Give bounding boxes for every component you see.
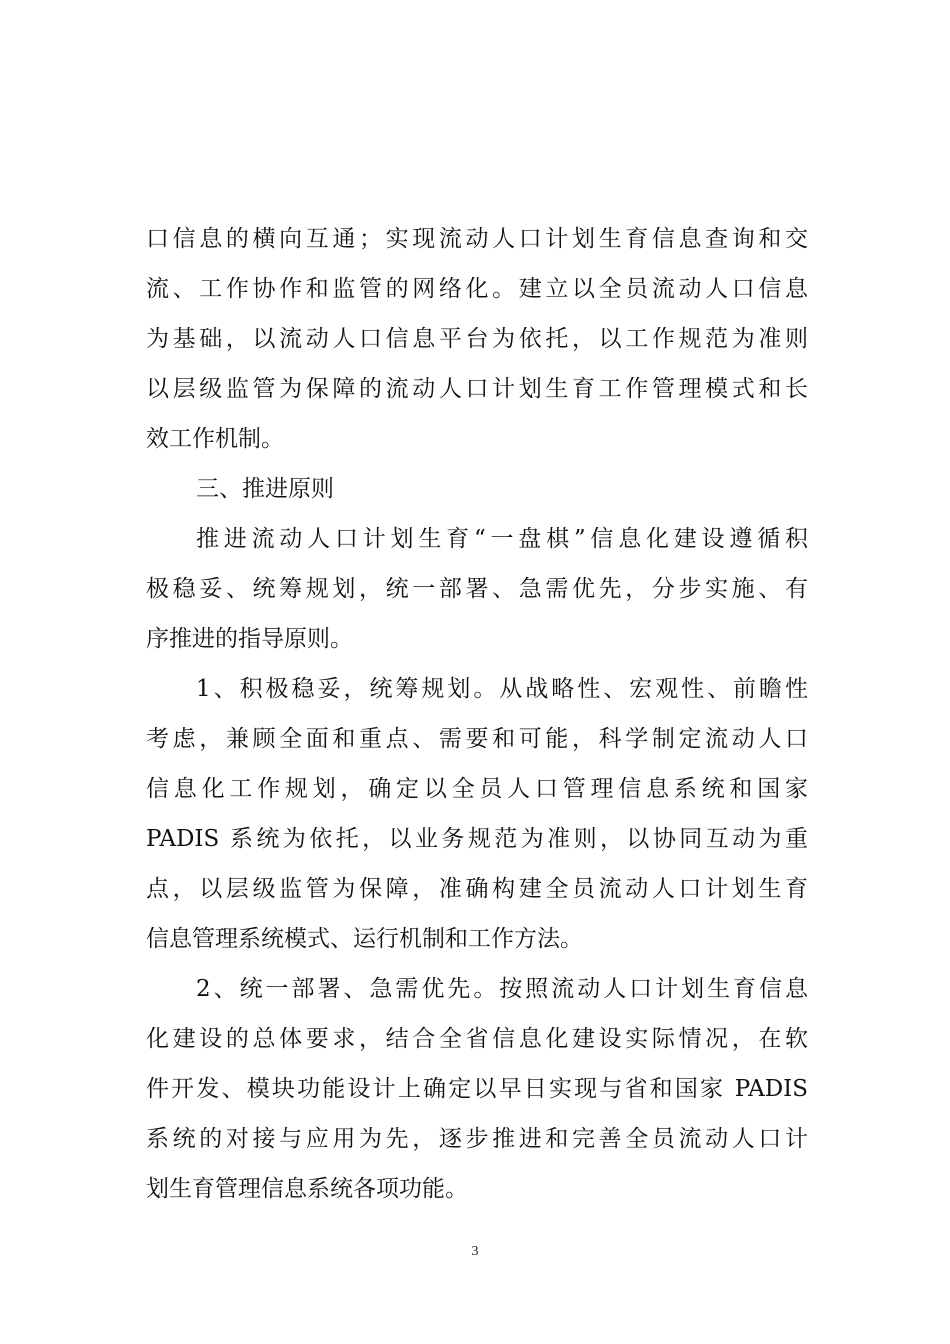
paragraph-intro — [146, 514, 808, 664]
text-line: 推进流动人口计划生育“一盘棋”信息化建设遵循积 — [196, 526, 808, 552]
text-line: 划生育管理信息系统各项功能。 — [146, 1176, 468, 1202]
text-line: 1、积极稳妥，统筹规划。从战略性、宏观性、前瞻性 — [196, 676, 808, 702]
page-number: 3 — [471, 1244, 479, 1259]
paragraph-principle-1 — [146, 664, 808, 964]
section-heading: 三、推进原则 — [196, 476, 334, 502]
text-line: PADIS 系统为依托，以业务规范为准则，以协同互动为重 — [146, 826, 808, 852]
text-line: 系统的对接与应用为先，逐步推进和完善全员流动人口计 — [146, 1126, 808, 1152]
text-line: 信息管理系统模式、运行机制和工作方法。 — [146, 926, 583, 952]
text-line: 化建设的总体要求，结合全省信息化建设实际情况，在软 — [146, 1026, 808, 1052]
text-line: 2、统一部署、急需优先。按照流动人口计划生育信息 — [196, 976, 808, 1002]
text-line: 为基础，以流动人口信息平台为依托，以工作规范为准则 — [146, 326, 808, 352]
text-line: 效工作机制。 — [146, 426, 284, 452]
text-line: 考虑，兼顾全面和重点、需要和可能，科学制定流动人口 — [146, 726, 808, 752]
text-line: 口信息的横向互通；实现流动人口计划生育信息查询和交 — [146, 226, 808, 252]
text-line: 流、工作协作和监管的网络化。建立以全员流动人口信息 — [146, 276, 808, 302]
text-line: 以层级监管为保障的流动人口计划生育工作管理模式和长 — [146, 376, 808, 402]
text-line: 件开发、模块功能设计上确定以早日实现与省和国家 PADIS — [146, 1076, 808, 1102]
paragraph-principle-2 — [146, 964, 808, 1214]
text-line: 信息化工作规划，确定以全员人口管理信息系统和国家 — [146, 776, 808, 802]
text-line: 点，以层级监管为保障，准确构建全员流动人口计划生育 — [146, 876, 808, 902]
paragraph-continuation — [146, 214, 808, 464]
text-line: 序推进的指导原则。 — [146, 626, 353, 652]
text-line: 极稳妥、统筹规划，统一部署、急需优先，分步实施、有 — [146, 576, 808, 602]
document-body — [146, 214, 808, 1214]
